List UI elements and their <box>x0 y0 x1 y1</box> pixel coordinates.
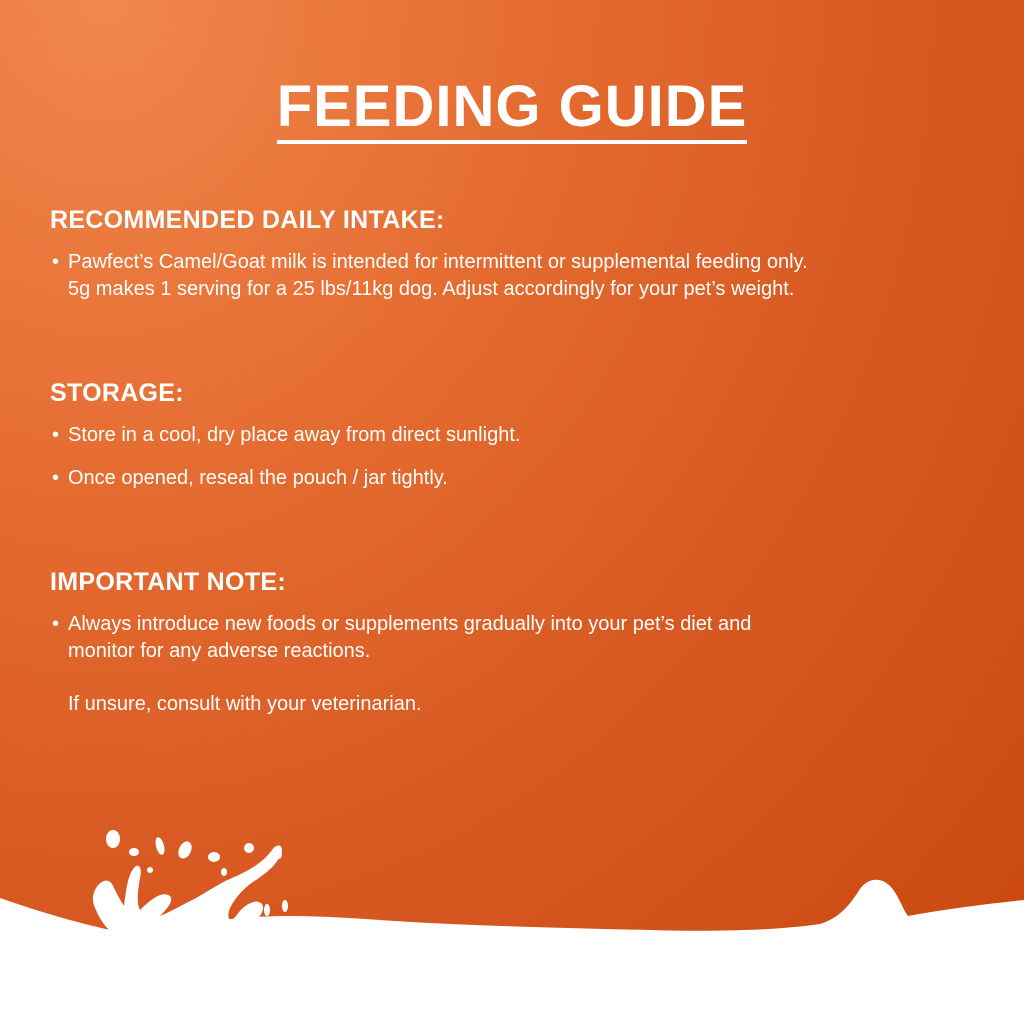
page-title <box>0 72 1024 144</box>
list-item-text: Always introduce new foods or supplements gradually into your pet’s diet and <box>68 613 752 635</box>
section-important-note <box>50 567 990 718</box>
section-heading-daily-intake: RECOMMENDED DAILY INTAKE: <box>50 206 445 234</box>
section-heading-storage: STORAGE: <box>50 379 184 407</box>
list-item <box>50 465 990 492</box>
list-item-text: 5g makes 1 serving for a 25 lbs/11kg dog. Adjust accordingly for your pet’s weight. <box>68 278 795 300</box>
list-item-text: Store in a cool, dry place away from direct sunlight. <box>68 424 521 446</box>
section-heading-important-note: IMPORTANT NOTE: <box>50 568 286 596</box>
list-item-note <box>50 691 990 718</box>
bullet-icon: • <box>52 424 60 446</box>
section-storage <box>50 378 990 492</box>
list-item-text: Once opened, reseal the pouch / jar tightly. <box>68 467 448 489</box>
list-item-text: If unsure, consult with your veterinarian. <box>68 693 422 715</box>
list-item-text: monitor for any adverse reactions. <box>68 640 371 662</box>
list-item-continuation <box>50 276 990 303</box>
list-item <box>50 422 990 449</box>
section-daily-intake <box>50 205 990 303</box>
list-item <box>50 611 990 638</box>
milk-splash-icon <box>0 820 1024 1024</box>
page-title-text: FEEDING GUIDE <box>277 76 748 144</box>
list-item-text: Pawfect’s Camel/Goat milk is intended for intermittent or supplemental feeding only. <box>68 251 808 273</box>
bullet-icon: • <box>52 467 60 489</box>
list-item <box>50 249 990 276</box>
bullet-icon: • <box>52 613 60 635</box>
bullet-icon: • <box>52 251 60 273</box>
list-item-continuation <box>50 638 990 665</box>
